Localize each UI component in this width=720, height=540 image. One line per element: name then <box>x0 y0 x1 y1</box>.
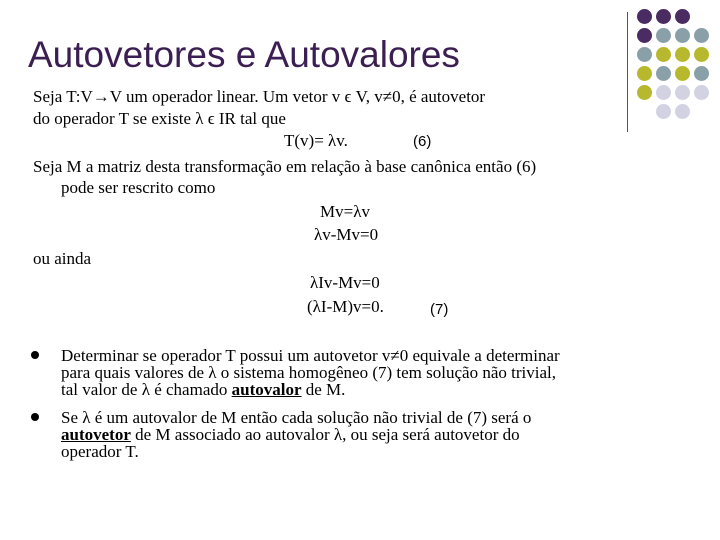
paragraph-2-line-2: pode ser rescrito como <box>61 178 216 197</box>
equation-eigen-definition: T(v)= λv. <box>284 131 348 150</box>
or-else-text: ou ainda <box>33 249 92 268</box>
decorative-dot <box>694 85 709 100</box>
bullet-2-marker <box>31 413 39 421</box>
decorative-dot <box>637 47 652 62</box>
paragraph-2-line-1: Seja M a matriz desta transformação em relação à base canônica então (6) <box>33 157 537 176</box>
decorative-dot <box>675 47 690 62</box>
bullet-1-marker <box>31 351 39 359</box>
decorative-dot <box>675 28 690 43</box>
equation-lambda-v-minus-mv: λv-Mv=0 <box>314 225 379 244</box>
slide-title: Autovetores e Autovalores <box>28 34 460 75</box>
decorative-dot <box>637 28 652 43</box>
bullet-2-line-2-post: de M associado ao autovalor λ, ou seja será autovetor do <box>130 425 520 444</box>
equation-mv: Mv=λv <box>320 202 370 221</box>
decorative-dot <box>656 85 671 100</box>
decorative-dot <box>656 66 671 81</box>
paragraph-1-line-2: do operador T se existe λ ϵ IR tal que <box>33 109 286 128</box>
paragraph-1-line-1: Seja T:V→V um operador linear. Um vetor v ϵ V, v≠0, é autovetor <box>33 87 486 106</box>
bullet-2-line-3: operador T. <box>61 442 139 461</box>
term-autovalor: autovalor <box>231 380 302 399</box>
bullet-1-line-1: Determinar se operador T possui um autovetor v≠0 equivale a determinar <box>61 346 560 365</box>
decorative-dot <box>656 47 671 62</box>
equation-homogeneous-system: (λI-M)v=0. <box>307 297 384 316</box>
decorative-dot <box>675 85 690 100</box>
decorative-dot <box>675 9 690 24</box>
equation-lambda-iv: λIv-Mv=0 <box>310 273 380 292</box>
equation-tag-7: (7) <box>430 301 449 318</box>
decorative-dot <box>694 47 709 62</box>
decorative-dot <box>675 66 690 81</box>
decorative-divider <box>627 12 628 132</box>
decorative-dot <box>656 28 671 43</box>
decorative-dot <box>656 9 671 24</box>
decorative-dot <box>675 104 690 119</box>
term-autovetor: autovetor <box>61 425 131 444</box>
bullet-2-line-2 <box>61 426 520 443</box>
bullet-1-line-3-post: de M. <box>301 380 346 399</box>
decorative-dot <box>637 85 652 100</box>
bullet-1-line-2: para quais valores de λ o sistema homogêneo (7) tem solução não trivial, <box>61 363 556 382</box>
decorative-dot <box>694 66 709 81</box>
equation-tag-6: (6) <box>413 133 432 150</box>
bullet-2-line-1: Se λ é um autovalor de M então cada solução não trivial de (7) será o <box>61 408 532 427</box>
bullet-1-line-3-pre: tal valor de λ é chamado <box>61 380 232 399</box>
decorative-dot <box>694 28 709 43</box>
decorative-dot <box>637 9 652 24</box>
decorative-dot <box>637 66 652 81</box>
bullet-1-line-3 <box>61 381 345 398</box>
decorative-dot <box>656 104 671 119</box>
decorative-dot-grid <box>637 9 720 129</box>
